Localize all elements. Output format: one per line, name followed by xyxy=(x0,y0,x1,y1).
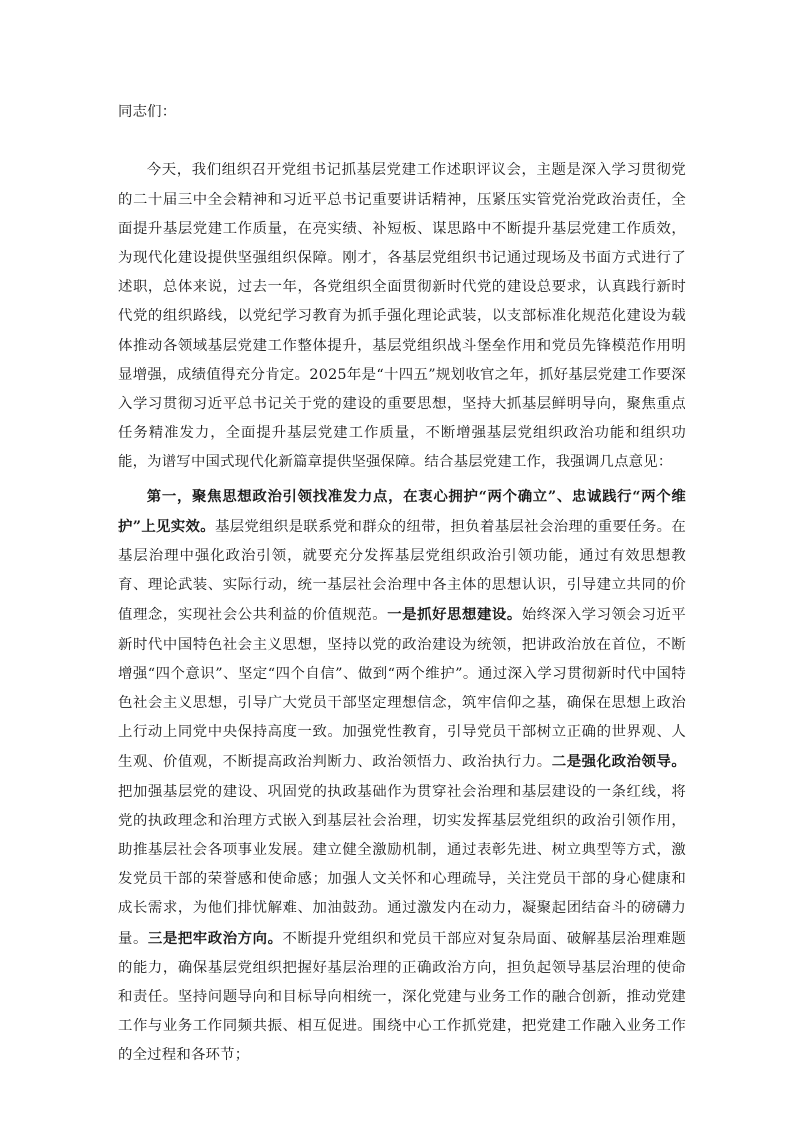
section-1-heading: 第一，聚焦思想政治引领找准发力点，在衷心拥护“两个确立”、忠诚践行“两个维护”上见实效。 xyxy=(118,487,686,535)
sub-point-2-text: 把加强基层党的建设、巩固党的执政基础作为贯穿社会治理和基层建设的一条红线，将党的执政理念和治理方式嵌入到基层社会治理，切实发挥基层党组织的政治引领作用，助推基层社会各项事业发展。建立健全激励机制，通过表彰先进、树立典型等方式，激发党员干部的荣誉感和使命感；加强人文关怀和心理疏导，关注党员干部的身心健康和成长需求，为他们排忧解难、加油鼓劲。通过激发内在动力，凝聚起团结奋斗的磅礴力量。 xyxy=(118,783,686,947)
section-1-text: 基层党组织是联系党和群众的纽带，担负着基层社会治理的重要任务。在基层治理中强化政治引领，就要充分发挥基层党组织政治引领功能，通过有效思想教育、理论武装、实际行动，统一基层社会治理中各主体的思想认识，引导建立共同的价值理念，实现社会公共利益的价值规范。 xyxy=(118,518,687,624)
sub-point-3-heading: 三是把牢政治方向。 xyxy=(147,929,283,947)
sub-point-2-heading: 二是强化政治领导。 xyxy=(551,753,686,771)
intro-paragraph: 今天，我们组织召开党组书记抓基层党建工作述职评议会，主题是深入学习贯彻党的二十届三中全会精神和习近平总书记重要讲话精神，压紧压实管党治党政治责任，全面提升基层党建工作质量，在亮实绩、补短板、谋思路中不断提升基层党建工作质效，为现代化建设提供坚强组织保障。刚才，各基层党组织书记通过现场及书面方式进行了述职，总体来说，过去一年，各党组织全面贯彻新时代党的建设总要求，认真践行新时代党的组织路线，以党纪学习教育为抓手强化理论武装，以支部标准化规范化建设为载体推动各领域基层党建工作整体提升，基层党组织战斗堡垒作用和党员先锋模范作用明显增强，成绩值得充分肯定。2025年是“十四五”规划收官之年，抓好基层党建工作要深入学习贯彻习近平总书记关于党的建设的重要思想，坚持大抓基层鲜明导向，聚焦重点任务精准发力，全面提升基层党建工作质量，不断增强基层党组织政治功能和组织功能，为谱写中国式现代化新篇章提供坚强保障。结合基层党建工作，我强调几点意见： xyxy=(118,162,686,471)
sub-point-1-text: 始终深入学习领会习近平新时代中国特色社会主义思想，坚持以党的政治建设为统领，把讲政治放在首位，不断增强“四个意识”、坚定“四个自信”、做到“两个维护”。通过深入学习贯彻新时代中国特色社会主义思想，引导广大党员干部坚定理想信念，筑牢信仰之基，确保在思想上政治上行动上同党中央保持高度一致。加强党性教育，引导党员干部树立正确的世界观、人生观、价值观，不断提高政治判断力、政治领悟力、政治执行力。 xyxy=(118,607,686,771)
sub-point-1-heading: 一是抓好思想建设。 xyxy=(387,606,522,624)
section-1-paragraph xyxy=(118,482,686,1071)
sub-point-3-text: 不断提升党组织和党员干部应对复杂局面、破解基层治理难题的能力，确保基层党组织把握好基层治理的正确政治方向，担负起领导基层治理的使命和责任。坚持问题导向和目标导向相统一，深化党建与业务工作的融合创新，推动党建工作与业务工作同频共振、相互促进。围绕中心工作抓党建，把党建工作融入业务工作的全过程和各环节； xyxy=(118,930,686,1064)
document-page xyxy=(118,98,686,1071)
salutation: 同志们： xyxy=(118,104,177,120)
